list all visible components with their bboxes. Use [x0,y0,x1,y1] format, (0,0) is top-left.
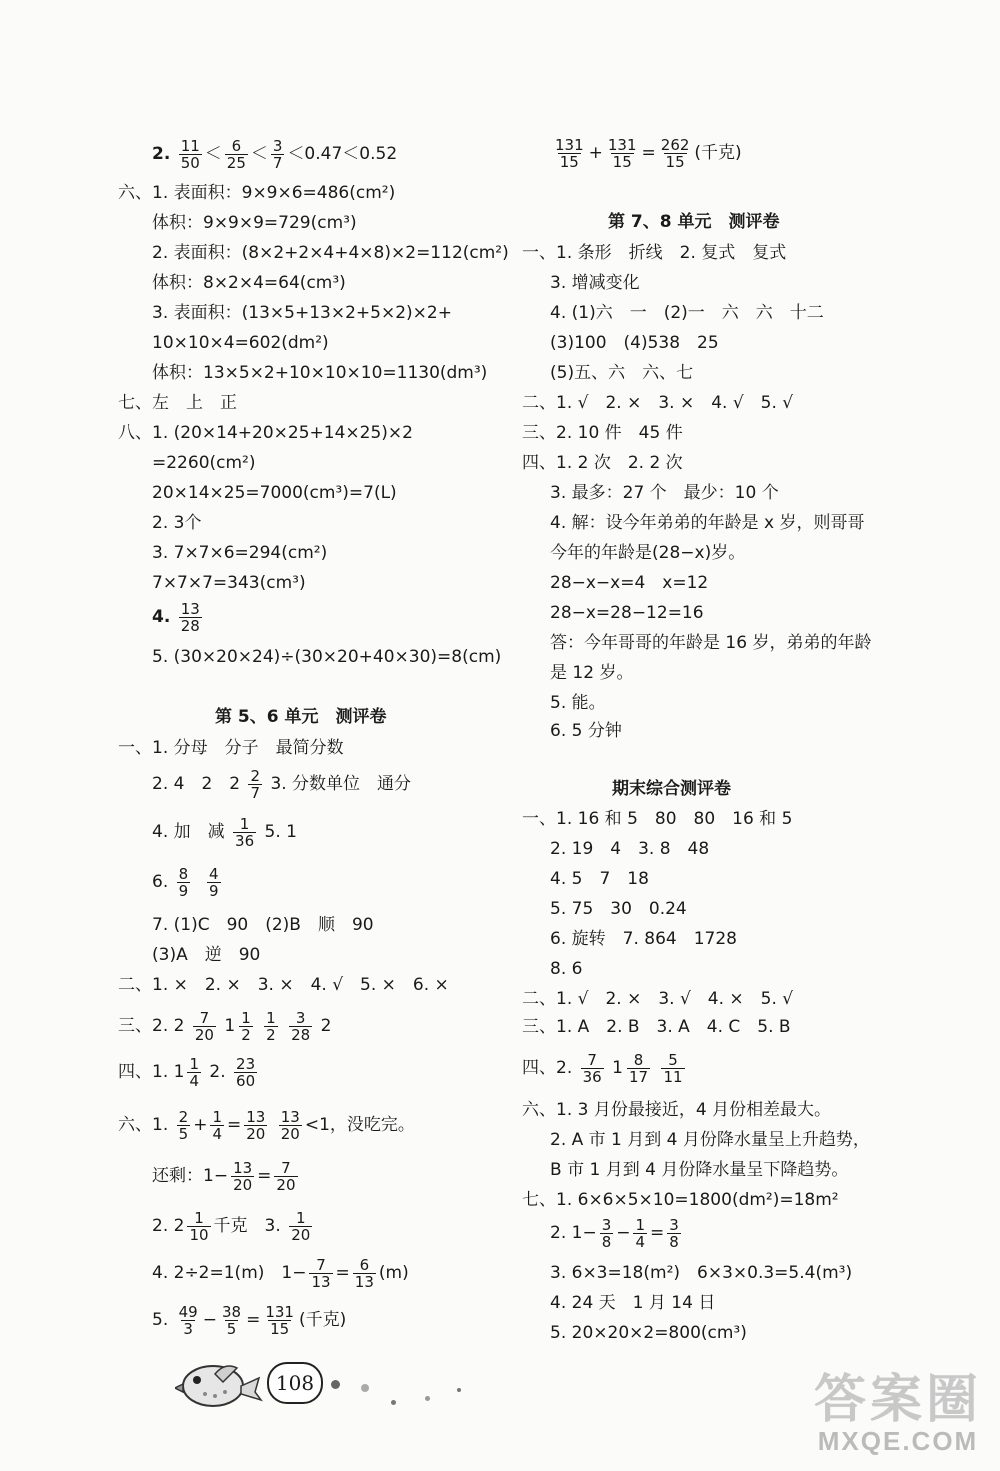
answer-line: 7×7×7=343(cm³) [152,573,306,593]
bird-icon [175,1352,265,1412]
answer-line: 2. 1− $\frac{3}{8}$ − $\frac{1}{4}$ = $\frac{3}{8}$ [550,1215,679,1251]
page-footer [175,1352,495,1412]
watermark-logo [814,1357,982,1457]
answer-line: 六、1. 表面积：9×9×6=486(cm²) [118,183,396,203]
answer-line: 四、1. 1 $\frac{1}{4}$ 2. $\frac{23}{60}$ [118,1054,256,1090]
decor-dot [361,1384,369,1392]
decor-dot [391,1400,396,1405]
answer-line: 体积：9×9×9=729(cm³) [152,213,357,233]
answer-line: 5. 75 30 0.24 [550,899,687,919]
answer-line: 7. (1)C 90 (2)B 顺 90 [152,915,374,935]
answer-line: 2. 19 4 3. 8 48 [550,839,710,859]
answer-line: 答：今年哥哥的年龄是 16 岁，弟弟的年龄 [550,633,872,653]
answer-line: B 市 1 月到 4 月份降水量呈下降趋势。 [550,1160,849,1180]
answer-line: 3. 7×7×6=294(cm²) [152,543,328,563]
answer-line: 28−x−x=4 x=12 [550,573,709,593]
answer-line: 5. 20×20×2=800(cm³) [550,1323,747,1343]
section-title: 第 5、6 单元 测评卷 [215,707,387,727]
answer-line: $\frac{131}{15}$ + $\frac{131}{15}$ = $\frac{262}{15}$ (千克) [555,135,742,171]
answer-line: 4. 5 7 18 [550,869,649,889]
answer-line: 2. 3个 [152,513,202,533]
answer-line: 四、2. $\frac{7}{36}$ 1 $\frac{8}{17}$ $\frac{5}{11}$ [522,1050,683,1086]
answer-line: (5)五、六 六、七 [550,363,694,383]
answer-line: 4. $\frac{13}{28}$ [152,599,200,635]
answer-line: 3. 6×3=18(m²) 6×3×0.3=5.4(m³) [550,1263,853,1283]
answer-line: 二、1. √ 2. × 3. × 4. √ 5. √ [522,393,794,413]
answer-line: 六、1. $\frac{2}{5}$ + $\frac{1}{4}$ = $\frac{13}{20}$ $\frac{13}{20}$ <1，没吃完。 [118,1107,415,1143]
answer-line: 4. 加 减 $\frac{1}{36}$ 5. 1 [152,814,297,850]
answer-line: 二、1. × 2. × 3. × 4. √ 5. × 6. × [118,975,449,995]
answer-line: 4. 24 天 1 月 14 日 [550,1293,716,1313]
answer-line: 5. $\frac{49}{3}$ − $\frac{38}{5}$ = $\frac{131}{15}$ (千克) [152,1302,347,1338]
answer-line: 28−x=28−12=16 [550,603,704,623]
answer-line: =2260(cm²) [152,453,256,473]
answer-line: (3)A 逆 90 [152,945,261,965]
answer-line: 七、1. 6×6×5×10=1800(dm²)=18m² [522,1190,839,1210]
answer-line: 一、1. 条形 折线 2. 复式 复式 [522,243,787,263]
section-title: 期末综合测评卷 [612,779,731,799]
answer-line: 七、左 上 正 [118,393,237,413]
answer-line: 8. 6 [550,959,583,979]
page-number: 108 [267,1362,323,1404]
decor-dot [457,1388,461,1392]
decor-dot [425,1396,430,1401]
answer-line: 2. $\frac{11}{50}$ ＜ $\frac{6}{25}$ ＜ $\frac{3}{7}$ ＜0.47＜0.52 [152,136,398,172]
watermark-url: MXQE.COM [817,1426,979,1456]
answer-line: 3. 表面积：(13×5+13×2+5×2)×2+ [152,303,452,323]
answer-line: 3. 增减变化 [550,273,640,293]
answer-line: 6. 5 分钟 [550,721,622,741]
answer-line: 4. 2÷2=1(m) 1− $\frac{7}{13}$ = $\frac{6}{13}$ (m) [152,1255,409,1291]
answer-line: 10×10×4=602(dm²) [152,333,329,353]
answer-line: 是 12 岁。 [550,663,634,683]
answer-line: 2. A 市 1 月到 4 月份降水量呈上升趋势， [550,1130,870,1150]
answer-line: 3. 最多：27 个 最少：10 个 [550,483,779,503]
answer-line: 6. $\frac{8}{9}$ $\frac{4}{9}$ [152,864,219,900]
answer-line: 今年的年龄是(28−x)岁。 [550,543,746,563]
answer-line: 还剩：1− $\frac{13}{20}$ = $\frac{7}{20}$ [152,1158,296,1194]
section-title: 第 7、8 单元 测评卷 [608,212,780,232]
answer-line: 6. 旋转 7. 864 1728 [550,929,737,949]
answer-line: 四、1. 2 次 2. 2 次 [522,453,683,473]
answer-line: 4. 解：设今年弟弟的年龄是 x 岁，则哥哥 [550,513,865,533]
watermark-text: 答案圈 [813,1371,982,1429]
answer-line: 2. 4 2 2 $\frac{2}{7}$ 3. 分数单位 通分 [152,766,412,802]
answer-line: 一、1. 16 和 5 80 80 16 和 5 [522,809,793,829]
answer-line: 5. (30×20×24)÷(30×20+40×30)=8(cm) [152,647,502,667]
answer-line: (3)100 (4)538 25 [550,333,719,353]
answer-line: 二、1. √ 2. × 3. √ 4. × 5. √ [522,989,794,1009]
answer-line: 三、1. A 2. B 3. A 4. C 5. B [522,1017,791,1037]
answer-line: 六、1. 3 月份最接近，4 月份相差最大。 [522,1100,832,1120]
decor-dot [331,1380,340,1389]
answer-line: 2. 2 $\frac{1}{10}$ 千克 3. $\frac{1}{20}$ [152,1208,311,1244]
answer-line: 三、2. 10 件 45 件 [522,423,683,443]
answer-line: 20×14×25=7000(cm³)=7(L) [152,483,397,503]
answer-line: 八、1. (20×14+20×25+14×25)×2 [118,423,413,443]
answer-line: 5. 能。 [550,693,606,713]
answer-line: 2. 表面积：(8×2+2×4+4×8)×2=112(cm²) [152,243,509,263]
answer-line: 体积：8×2×4=64(cm³) [152,273,346,293]
answer-line: 三、2. 2 $\frac{7}{20}$ 1 $\frac{1}{2}$ $\frac{1}{2}$ $\frac{3}{28}$ 2 [118,1008,332,1044]
answer-line: 4. (1)六 一 (2)一 六 六 十二 [550,303,824,323]
answer-line: 体积：13×5×2+10×10×10=1130(dm³) [152,363,488,383]
answer-line: 一、1. 分母 分子 最简分数 [118,738,344,758]
